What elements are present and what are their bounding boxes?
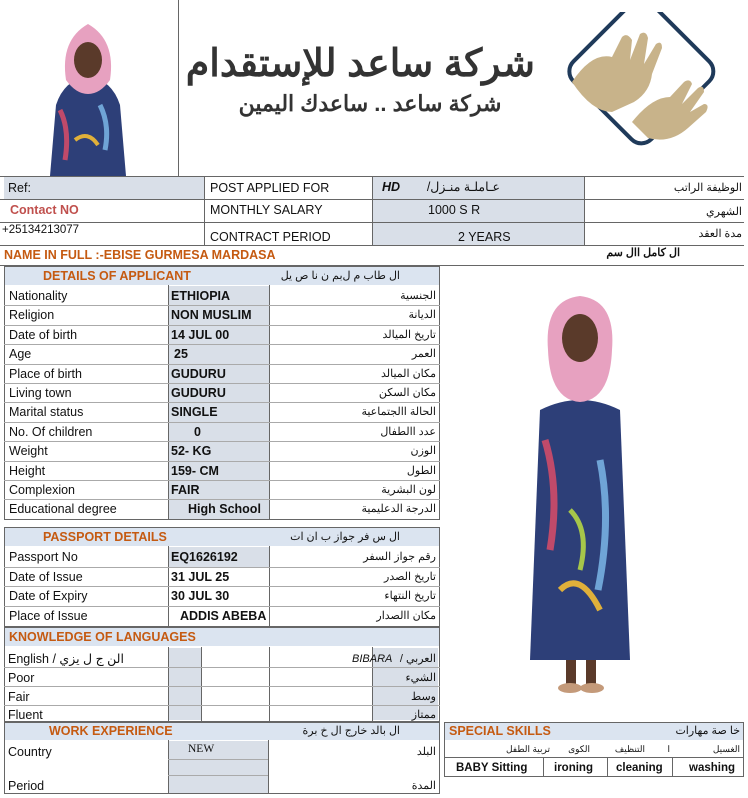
applicant-row-value: 14 JUL 00 bbox=[171, 327, 230, 342]
passport-row-label: Passport No bbox=[9, 550, 78, 564]
passport-row-label-ar: تاريخ النتهاء bbox=[384, 590, 436, 602]
contact-label: Contact NO bbox=[10, 203, 79, 217]
work-section-title: WORK EXPERIENCE bbox=[5, 723, 439, 740]
applicant-row-label-ar: العمر bbox=[411, 348, 436, 361]
applicant-row-label-ar: مكان السكن bbox=[378, 387, 436, 399]
applicant-row-value: GUDURU bbox=[171, 366, 226, 381]
skill-ar-misc: ا bbox=[667, 744, 670, 754]
lang-poor-ar: الشيء bbox=[405, 672, 436, 684]
applicant-row-label-ar: لون البشرية bbox=[381, 484, 436, 496]
skill-washing: washing bbox=[689, 762, 736, 774]
lang-poor: Poor bbox=[8, 671, 35, 685]
lang-arabic-value: BIBARA bbox=[352, 653, 393, 665]
applicant-row-label: Date of birth bbox=[9, 327, 78, 342]
skill-baby-sitting: BABY Sitting bbox=[456, 762, 528, 774]
applicant-row-value: FAIR bbox=[171, 483, 200, 497]
skills-section-title-ar: خا صة مهارات bbox=[675, 725, 740, 737]
applicant-section-title: DETAILS OF APPLICANT bbox=[5, 267, 439, 285]
full-name-label-ar: ال كامل اال سم bbox=[606, 247, 680, 259]
contact-phone: +25134213077 bbox=[2, 224, 80, 236]
post-value-en: HD bbox=[382, 180, 401, 194]
applicant-row-label: Nationality bbox=[9, 289, 68, 303]
skill-ar-cleaning: التنظيف bbox=[614, 744, 645, 754]
applicant-row-label: Age bbox=[9, 347, 32, 362]
passport-row-value: ADDIS ABEBA bbox=[180, 608, 267, 623]
applicant-row-label: No. Of children bbox=[9, 424, 93, 439]
lang-english-label: English / الن ج ل يزي bbox=[8, 652, 124, 666]
work-new-value: NEW bbox=[188, 743, 215, 755]
applicant-row-label-ar: الدرجة الدعليمية bbox=[361, 503, 436, 516]
contract-value: 2 YEARS bbox=[458, 230, 511, 244]
applicant-row-value: 0 bbox=[194, 424, 201, 439]
applicant-row-label: Height bbox=[9, 463, 46, 478]
languages-section-title: KNOWLEDGE OF LANGUAGES bbox=[5, 628, 439, 646]
hands-logo-icon bbox=[552, 12, 732, 162]
lang-arabic-label: العربي / bbox=[399, 653, 436, 665]
passport-row-value: 30 JUL 30 bbox=[171, 589, 230, 603]
applicant-row-label-ar: عدد االطفال bbox=[380, 425, 436, 438]
passport-row-label-ar: مكان االصدار bbox=[376, 609, 436, 622]
post-applied-label: POST APPLIED FOR bbox=[210, 181, 330, 195]
applicant-row-value: 159- CM bbox=[171, 463, 219, 478]
post-value-ar: عـاملـة منـزل/ bbox=[426, 180, 500, 194]
skill-ar-ironing: الكوى bbox=[568, 744, 590, 754]
monthly-salary-label: MONTHLY SALARY bbox=[210, 203, 323, 217]
applicant-row-label-ar: الحالة االجتماعية bbox=[361, 406, 436, 419]
applicant-row-label: Educational degree bbox=[9, 502, 117, 517]
ref-label: Ref: bbox=[8, 181, 31, 195]
passport-section-title: PASSPORT DETAILS bbox=[5, 528, 439, 546]
applicant-row-value: NON MUSLIM bbox=[171, 308, 252, 323]
applicant-row-label: Place of birth bbox=[9, 366, 82, 381]
skill-ironing: ironing bbox=[554, 762, 593, 774]
applicant-row-value: High School bbox=[188, 502, 261, 517]
lang-fair: Fair bbox=[8, 690, 30, 704]
company-logo bbox=[552, 12, 732, 162]
passport-row-label: Date of Issue bbox=[9, 569, 83, 584]
applicant-row-label-ar: الجنسية bbox=[400, 290, 436, 302]
applicant-row-label-ar: تاريخ الميالد bbox=[382, 328, 436, 341]
work-country-ar: البلد bbox=[416, 746, 436, 758]
passport-row-label-ar: رقم جواز السفر bbox=[363, 551, 436, 563]
skill-cleaning: cleaning bbox=[616, 762, 663, 774]
applicant-row-value: ETHIOPIA bbox=[171, 289, 231, 303]
passport-row-label: Place of Issue bbox=[9, 608, 88, 623]
work-period-ar: المدة bbox=[411, 780, 436, 792]
applicant-row-label-ar: مكان الميالد bbox=[380, 367, 436, 380]
lang-fair-ar: وسط bbox=[411, 691, 436, 703]
work-section-title-ar: ال بالد خارج ال خ برة bbox=[302, 725, 400, 737]
passport-row-value: 31 JUL 25 bbox=[171, 569, 230, 584]
passport-row-label: Date of Expiry bbox=[9, 589, 88, 603]
skill-ar-baby: تربية الطفل bbox=[505, 744, 550, 754]
skill-ar-washing: الغسيل bbox=[712, 744, 740, 754]
company-name-ar: شركة ساعد للإستقدام bbox=[185, 43, 535, 85]
lang-fluent-ar: ممتاز bbox=[411, 709, 436, 721]
company-slogan-ar: شركة ساعد .. ساعدك اليمين bbox=[238, 91, 502, 116]
applicant-row-label-ar: الطول bbox=[406, 464, 436, 477]
salary-value: 1000 S R bbox=[428, 203, 481, 217]
applicant-row-value: 25 bbox=[174, 347, 188, 362]
contract-label-ar: مدة العقد bbox=[698, 228, 742, 240]
contract-period-label: CONTRACT PERIOD bbox=[210, 230, 331, 244]
passport-row-label-ar: تاريخ الصدر bbox=[384, 570, 436, 583]
applicant-row-label: Religion bbox=[9, 308, 55, 323]
work-country-label: Country bbox=[8, 745, 52, 759]
skills-section-title: SPECIAL SKILLS bbox=[445, 723, 743, 740]
applicant-row-value: 52- KG bbox=[171, 444, 212, 459]
applicant-row-label: Marital status bbox=[9, 405, 84, 420]
applicant-row-label: Weight bbox=[9, 444, 48, 459]
applicant-section-title-ar: ال طاب م ل‌بم ن نا ص يل bbox=[280, 270, 400, 282]
applicant-row-label: Living town bbox=[9, 386, 72, 400]
applicant-headshot-photo bbox=[30, 10, 146, 176]
lang-fluent: Fluent bbox=[8, 708, 43, 722]
applicant-row-label: Complexion bbox=[9, 483, 76, 497]
applicant-row-value: GUDURU bbox=[171, 386, 226, 400]
passport-section-title-ar: ال س فر جواز ب ان ات bbox=[290, 531, 400, 543]
applicant-row-value: SINGLE bbox=[171, 405, 218, 420]
salary-label-ar: الشهري bbox=[706, 206, 742, 218]
applicant-full-body-photo bbox=[500, 290, 660, 696]
full-name: NAME IN FULL :-EBISE GURMESA MARDASA bbox=[4, 248, 276, 262]
applicant-row-label-ar: الوزن bbox=[410, 445, 436, 458]
post-label-ar: الوظيفة الراتب bbox=[673, 182, 742, 194]
applicant-row-label-ar: الديانة bbox=[408, 309, 436, 322]
passport-row-value: EQ1626192 bbox=[171, 550, 238, 564]
work-period-label: Period bbox=[8, 779, 45, 793]
